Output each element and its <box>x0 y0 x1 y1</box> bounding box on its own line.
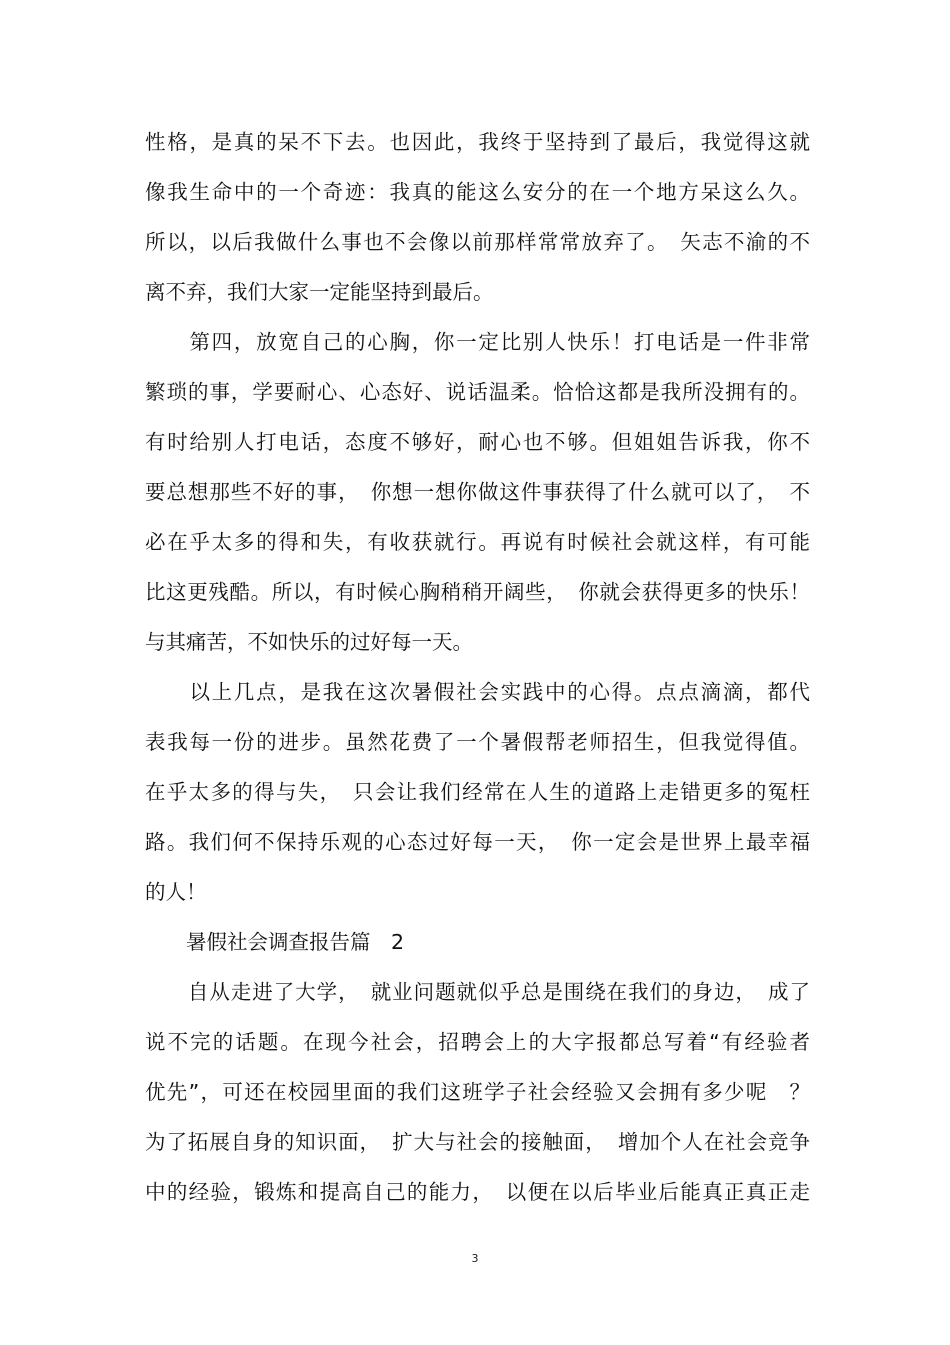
text-line: 自从走进了大学， 就业问题就似乎总是围绕在我们的身边， 成了 <box>145 980 810 1004</box>
page-number: 3 <box>471 1252 479 1265</box>
text-line: 说不完的话题。在现今社会，招聘会上的大字报都总写着“有经验者 <box>145 1030 810 1054</box>
text-line: 在乎太多的得与失， 只会让我们经常在人生的道路上走错更多的冤枉 <box>145 780 810 804</box>
text-line: 比这更残酷。所以，有时候心胸稍稍开阔些， 你就会获得更多的快乐！ <box>145 580 810 604</box>
text-line: 性格，是真的呆不下去。也因此，我终于坚持到了最后，我觉得这就 <box>145 130 810 154</box>
text-line: 的人！ <box>145 880 207 904</box>
text-line: 中的经验，锻炼和提高自己的能力， 以便在以后毕业后能真正真正走 <box>145 1180 810 1204</box>
text-line: 必在乎太多的得和失，有收获就行。再说有时候社会就这样，有可能 <box>145 530 810 554</box>
text-line: 优先”，可还在校园里面的我们这班学子社会经验又会拥有多少呢 ？ <box>145 1080 810 1104</box>
text-line: 路。我们何不保持乐观的心态过好每一天， 你一定会是世界上最幸福 <box>145 830 810 854</box>
section-heading: 暑假社会调查报告篇 2 <box>145 930 405 954</box>
text-line: 为了拓展自身的知识面， 扩大与社会的接触面， 增加个人在社会竞争 <box>145 1130 810 1154</box>
text-line: 要总想那些不好的事， 你想一想你做这件事获得了什么就可以了， 不 <box>145 480 810 504</box>
text-line: 像我生命中的一个奇迹：我真的能这么安分的在一个地方呆这么久。 <box>145 180 810 204</box>
text-line: 所以，以后我做什么事也不会像以前那样常常放弃了。 矢志不渝的不 <box>145 230 810 254</box>
text-line: 以上几点，是我在这次暑假社会实践中的心得。点点滴滴，都代 <box>145 680 810 704</box>
text-line: 表我每一份的进步。虽然花费了一个暑假帮老师招生，但我觉得值。 <box>145 730 810 754</box>
text-line: 第四，放宽自己的心胸，你一定比别人快乐！打电话是一件非常 <box>145 330 810 354</box>
text-line: 与其痛苦，不如快乐的过好每一天。 <box>145 630 473 654</box>
text-line: 离不弃，我们大家一定能坚持到最后。 <box>145 280 494 304</box>
text-line: 繁琐的事，学要耐心、心态好、说话温柔。恰恰这都是我所没拥有的。 <box>145 380 810 404</box>
text-line: 有时给别人打电话，态度不够好，耐心也不够。但姐姐告诉我，你不 <box>145 430 810 454</box>
